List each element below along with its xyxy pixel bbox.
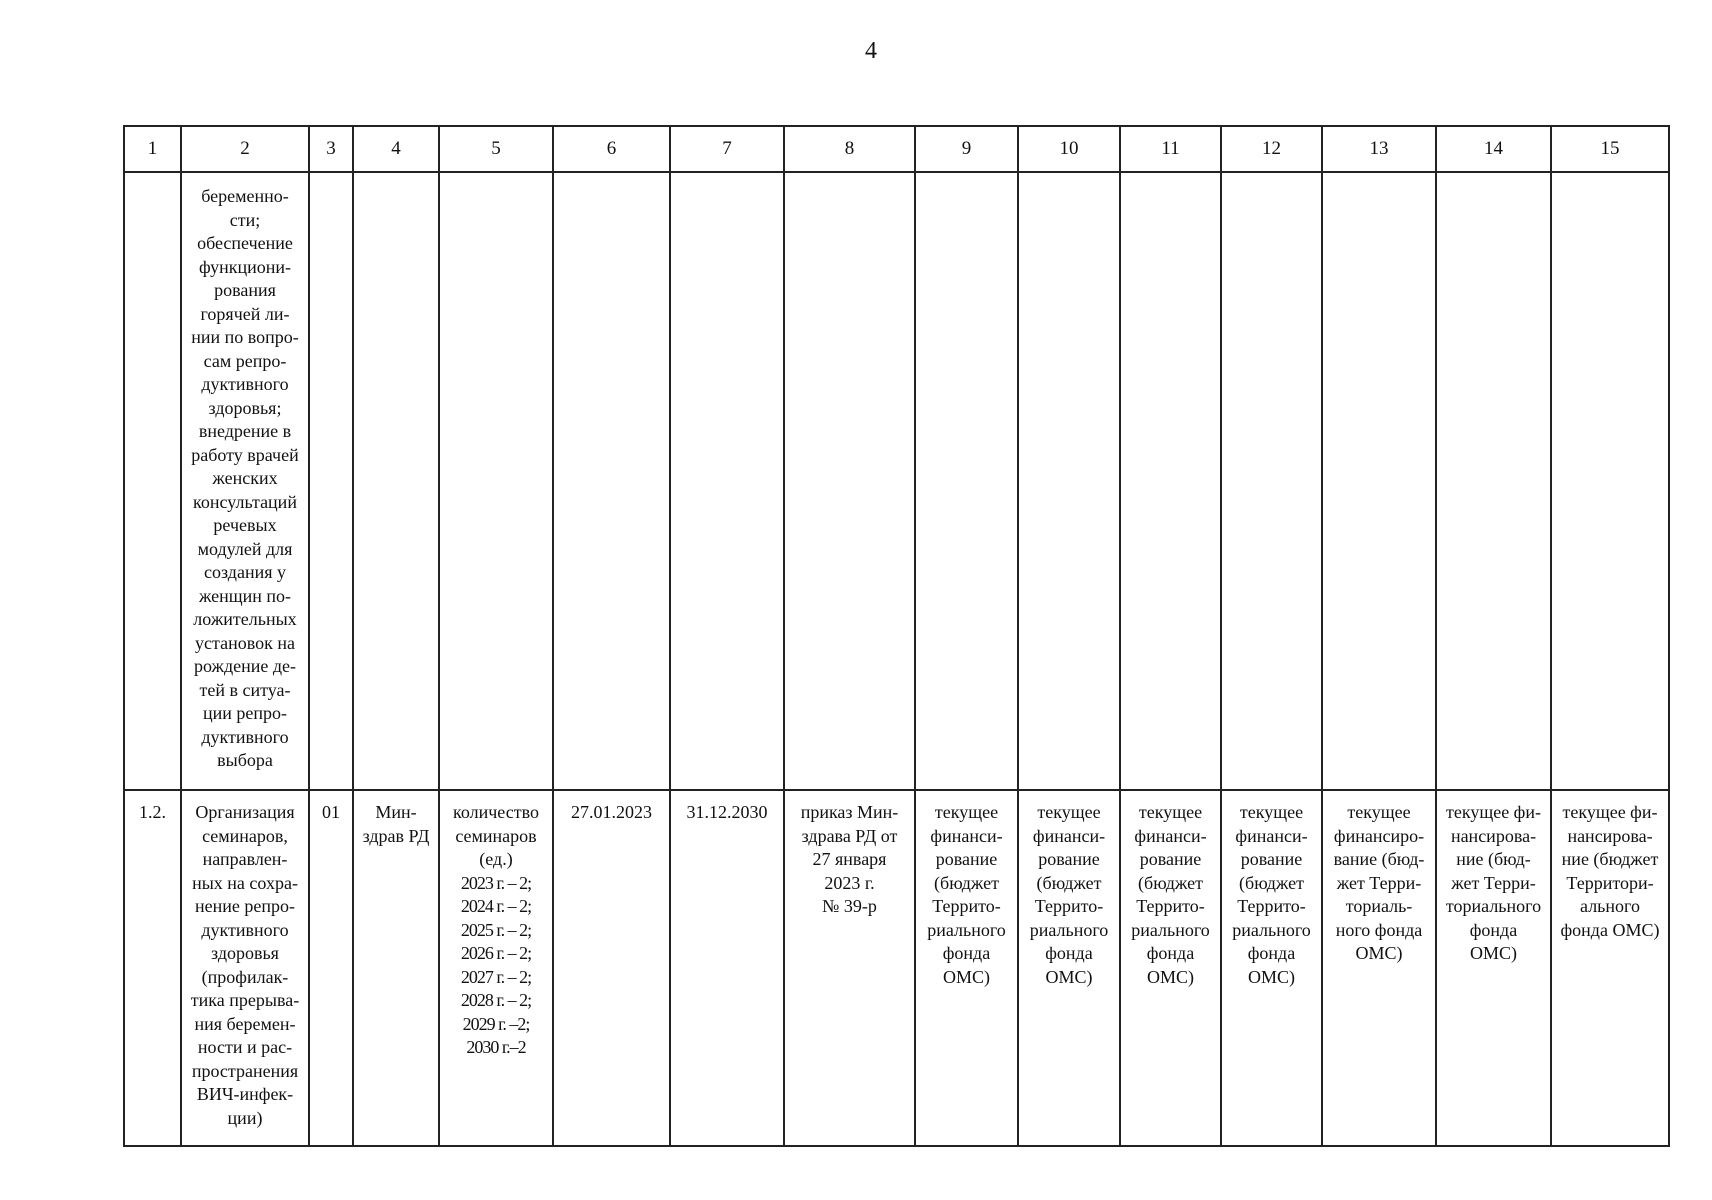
item-number: 1.2. bbox=[124, 790, 181, 1146]
table-cell-empty bbox=[309, 172, 353, 790]
measure-description: Организация семинаров, направлен- ных на сохра- нение репро- дуктивного здоровья (профилак- тика прерыва- ния беремен- ности и рас- пространения ВИЧ-инфек- ции) bbox=[181, 790, 309, 1146]
financing-cell: текущее фи- нансирова- ние (бюджет Территори- ального фонда ОМС) bbox=[1551, 790, 1669, 1146]
table-cell-empty bbox=[1018, 172, 1120, 790]
indicator-years: 2023 г. – 2; 2024 г. – 2; 2025 г. – 2; 2026 г. – 2; 2027 г. – 2; 2028 г. – 2; 2029 г. –2; 2030 г.–2 bbox=[460, 872, 532, 1057]
table-row-1-2 bbox=[124, 790, 1669, 1146]
table-cell-empty bbox=[353, 172, 439, 790]
financing-cell: текущее финанси- рование (бюджет Террито- риального фонда ОМС) bbox=[1221, 790, 1322, 1146]
code-cell: 01 bbox=[309, 790, 353, 1146]
legal-basis: приказ Мин- здрава РД от 27 января 2023 г. № 39-р bbox=[784, 790, 915, 1146]
financing-cell: текущее финансиро- вание (бюд- жет Терри- ториаль- ного фонда ОМС) bbox=[1322, 790, 1436, 1146]
column-number: 5 bbox=[439, 126, 553, 172]
financing-cell: текущее фи- нансирова- ние (бюд- жет Терри- ториального фонда ОМС) bbox=[1436, 790, 1551, 1146]
table-cell-empty bbox=[784, 172, 915, 790]
column-number: 6 bbox=[553, 126, 670, 172]
table-cell-empty bbox=[1322, 172, 1436, 790]
column-number: 10 bbox=[1018, 126, 1120, 172]
table-cell-empty bbox=[439, 172, 553, 790]
column-number: 2 bbox=[181, 126, 309, 172]
table-cell-empty bbox=[915, 172, 1018, 790]
table-cell-empty bbox=[1221, 172, 1322, 790]
executor-cell: Мин- здрав РД bbox=[353, 790, 439, 1146]
indicator-title: количество семинаров (ед.) bbox=[453, 802, 539, 869]
column-number-row bbox=[124, 126, 1669, 172]
column-number: 8 bbox=[784, 126, 915, 172]
column-number: 14 bbox=[1436, 126, 1551, 172]
column-number: 4 bbox=[353, 126, 439, 172]
table-cell-empty bbox=[670, 172, 784, 790]
indicator-cell bbox=[439, 790, 553, 1146]
page-number: 4 bbox=[865, 38, 877, 64]
end-date: 31.12.2030 bbox=[670, 790, 784, 1146]
column-number: 7 bbox=[670, 126, 784, 172]
program-table bbox=[123, 125, 1670, 1147]
financing-cell: текущее финанси- рование (бюджет Террито- риального фонда ОМС) bbox=[1120, 790, 1221, 1146]
column-number: 3 bbox=[309, 126, 353, 172]
financing-cell: текущее финанси- рование (бюджет Террито- риального фонда ОМС) bbox=[1018, 790, 1120, 1146]
start-date: 27.01.2023 bbox=[553, 790, 670, 1146]
column-number: 1 bbox=[124, 126, 181, 172]
column-number: 9 bbox=[915, 126, 1018, 172]
table-row-continuation bbox=[124, 172, 1669, 790]
table-cell-empty bbox=[553, 172, 670, 790]
financing-cell: текущее финанси- рование (бюджет Террито- риального фонда ОМС) bbox=[915, 790, 1018, 1146]
table-cell-empty bbox=[1436, 172, 1551, 790]
table-cell-empty bbox=[1551, 172, 1669, 790]
column-number: 12 bbox=[1221, 126, 1322, 172]
column-number: 15 bbox=[1551, 126, 1669, 172]
table-cell-empty bbox=[124, 172, 181, 790]
table-cell-empty bbox=[1120, 172, 1221, 790]
measure-description-continued: беременно- сти; обеспечение функциони- рования горячей ли- нии по вопро- сам репро- дуктивного здоровья; внедрение в работу врачей женских консультаций речевых модулей для создания у женщин по- ложительных установок на рождение де- тей в ситуа- ции репро- дуктивного выбора bbox=[181, 172, 309, 790]
column-number: 13 bbox=[1322, 126, 1436, 172]
column-number: 11 bbox=[1120, 126, 1221, 172]
